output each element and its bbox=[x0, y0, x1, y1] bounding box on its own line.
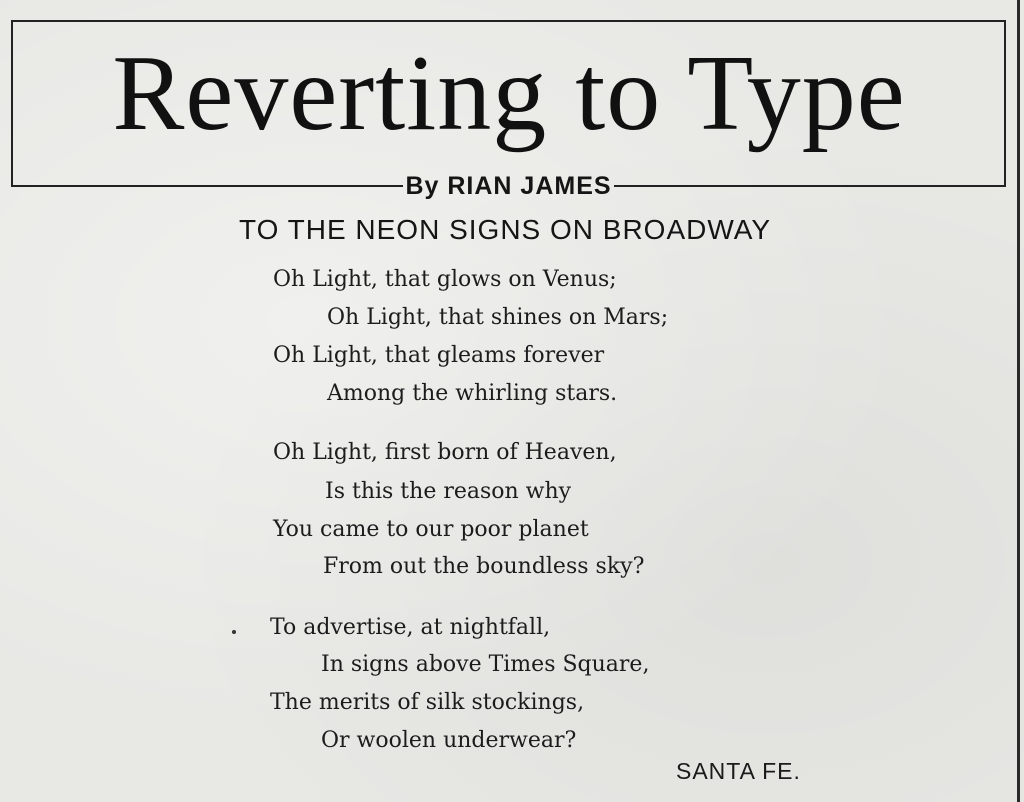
poem-line: Among the whirling stars. bbox=[327, 381, 618, 406]
poem-line: Or woolen underwear? bbox=[321, 728, 577, 753]
print-speck bbox=[232, 630, 236, 634]
byline-rule-left bbox=[11, 185, 403, 187]
poem-signature: SANTA FE. bbox=[676, 758, 801, 784]
poem-line: Oh Light, that gleams forever bbox=[273, 343, 605, 368]
poem-line: From out the boundless sky? bbox=[323, 554, 645, 579]
poem-line: Oh Light, that glows on Venus; bbox=[273, 267, 617, 292]
poem-line: To advertise, at nightfall, bbox=[270, 615, 551, 640]
column-headline: Reverting to Type bbox=[112, 34, 906, 153]
poem-line: The merits of silk stockings, bbox=[270, 690, 585, 715]
byline-row bbox=[11, 168, 1006, 204]
poem-title: TO THE NEON SIGNS ON BROADWAY bbox=[238, 214, 772, 245]
poem-line: Oh Light, that shines on Mars; bbox=[327, 305, 669, 330]
poem-line: You came to our poor planet bbox=[273, 517, 589, 542]
poem-line: In signs above Times Square, bbox=[321, 652, 650, 677]
poem-line: Is this the reason why bbox=[325, 479, 572, 504]
byline: By RIAN JAMES bbox=[405, 171, 612, 200]
byline-rule-right bbox=[614, 185, 1006, 187]
poem-line: Oh Light, first born of Heaven, bbox=[273, 440, 617, 465]
